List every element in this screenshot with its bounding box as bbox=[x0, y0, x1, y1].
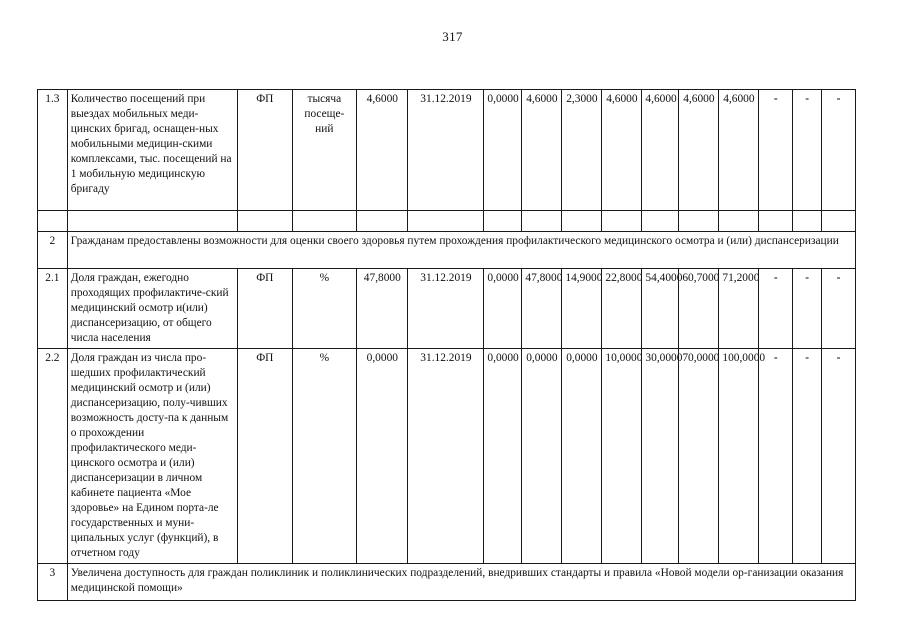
year-value: 2,3000 bbox=[562, 90, 602, 211]
year-value: 60,7000 bbox=[679, 269, 719, 349]
spacer-cell bbox=[821, 211, 855, 232]
base-date: 31.12.2019 bbox=[408, 349, 484, 564]
spacer-cell bbox=[408, 211, 484, 232]
empty-value: - bbox=[821, 269, 855, 349]
empty-value: - bbox=[759, 269, 793, 349]
year-value: 22,8000 bbox=[602, 269, 642, 349]
spacer-cell bbox=[602, 211, 642, 232]
page-number: 317 bbox=[442, 29, 463, 44]
spacer-cell bbox=[38, 211, 68, 232]
spacer-cell bbox=[484, 211, 522, 232]
spacer-cell bbox=[793, 211, 822, 232]
base-value: 0,0000 bbox=[357, 349, 408, 564]
year-value: 30,0000 bbox=[642, 349, 679, 564]
base-value: 4,6000 bbox=[357, 90, 408, 211]
section-row bbox=[38, 564, 856, 601]
indicator-type: ФП bbox=[238, 349, 292, 564]
spacer-cell bbox=[238, 211, 292, 232]
empty-value: - bbox=[793, 349, 822, 564]
base-value: 47,8000 bbox=[357, 269, 408, 349]
year-value: 0,0000 bbox=[484, 90, 522, 211]
row-number: 2.2 bbox=[38, 349, 68, 564]
table-row bbox=[38, 90, 856, 211]
section-number: 3 bbox=[38, 564, 68, 601]
year-value: 4,6000 bbox=[642, 90, 679, 211]
unit: тысяча посеще-ний bbox=[292, 90, 357, 211]
year-value: 4,6000 bbox=[602, 90, 642, 211]
base-date: 31.12.2019 bbox=[408, 90, 484, 211]
indicator-name: Доля граждан из числа про-шедших профилактический медицинский осмотр и (или) диспансеризацию, полу-чивших возможность досту-па к данным о прохождении профилактического меди-цинского осмотра и (или) диспансеризации в личном кабинете пациента «Мое здоровье» на Едином порта-ле государственных и муни-ципальных услуг (функций), в отчетном году bbox=[67, 349, 237, 564]
year-value: 4,6000 bbox=[719, 90, 759, 211]
year-value: 47,8000 bbox=[522, 269, 562, 349]
section-number: 2 bbox=[38, 232, 68, 269]
year-value: 0,0000 bbox=[562, 349, 602, 564]
year-value: 14,9000 bbox=[562, 269, 602, 349]
spacer-cell bbox=[292, 211, 357, 232]
year-value: 0,0000 bbox=[522, 349, 562, 564]
spacer-cell bbox=[562, 211, 602, 232]
base-date: 31.12.2019 bbox=[408, 269, 484, 349]
year-value: 54,4000 bbox=[642, 269, 679, 349]
year-value: 0,0000 bbox=[484, 269, 522, 349]
row-number: 2.1 bbox=[38, 269, 68, 349]
empty-value: - bbox=[759, 90, 793, 211]
spacer-cell bbox=[679, 211, 719, 232]
spacer-cell bbox=[642, 211, 679, 232]
unit: % bbox=[292, 269, 357, 349]
unit: % bbox=[292, 349, 357, 564]
empty-value: - bbox=[821, 90, 855, 211]
section-title: Гражданам предоставлены возможности для оценки своего здоровья путем прохождения профилактического медицинского осмотра и (или) диспансеризации bbox=[67, 232, 855, 269]
spacer-cell bbox=[522, 211, 562, 232]
indicator-type: ФП bbox=[238, 269, 292, 349]
spacer-cell bbox=[67, 211, 237, 232]
year-value: 4,6000 bbox=[679, 90, 719, 211]
table-row bbox=[38, 349, 856, 564]
spacer-cell bbox=[759, 211, 793, 232]
year-value: 100,0000 bbox=[719, 349, 759, 564]
indicator-name: Количество посещений при выездах мобильных меди-цинских бригад, оснащен-ных мобильными медицин-скими комплексами, тыс. посещений на 1 мобильную медицинскую бригаду bbox=[67, 90, 237, 211]
indicators-table bbox=[37, 89, 856, 601]
indicator-type: ФП bbox=[238, 90, 292, 211]
empty-value: - bbox=[793, 90, 822, 211]
year-value: 4,6000 bbox=[522, 90, 562, 211]
indicator-name: Доля граждан, ежегодно проходящих профилактиче-ский медицинский осмотр и(или) диспансеризацию, от общего числа населения bbox=[67, 269, 237, 349]
empty-value: - bbox=[821, 349, 855, 564]
row-number: 1.3 bbox=[38, 90, 68, 211]
table-row bbox=[38, 269, 856, 349]
empty-value: - bbox=[793, 269, 822, 349]
spacer-cell bbox=[719, 211, 759, 232]
year-value: 71,2000 bbox=[719, 269, 759, 349]
section-title: Увеличена доступность для граждан поликлиник и поликлинических подразделений, внедривших стандарты и правила «Новой модели ор-ганизации оказания медицинской помощи» bbox=[67, 564, 855, 601]
year-value: 10,0000 bbox=[602, 349, 642, 564]
table-spacer-row bbox=[38, 211, 856, 232]
empty-value: - bbox=[759, 349, 793, 564]
section-row bbox=[38, 232, 856, 269]
year-value: 70,0000 bbox=[679, 349, 719, 564]
spacer-cell bbox=[357, 211, 408, 232]
year-value: 0,0000 bbox=[484, 349, 522, 564]
